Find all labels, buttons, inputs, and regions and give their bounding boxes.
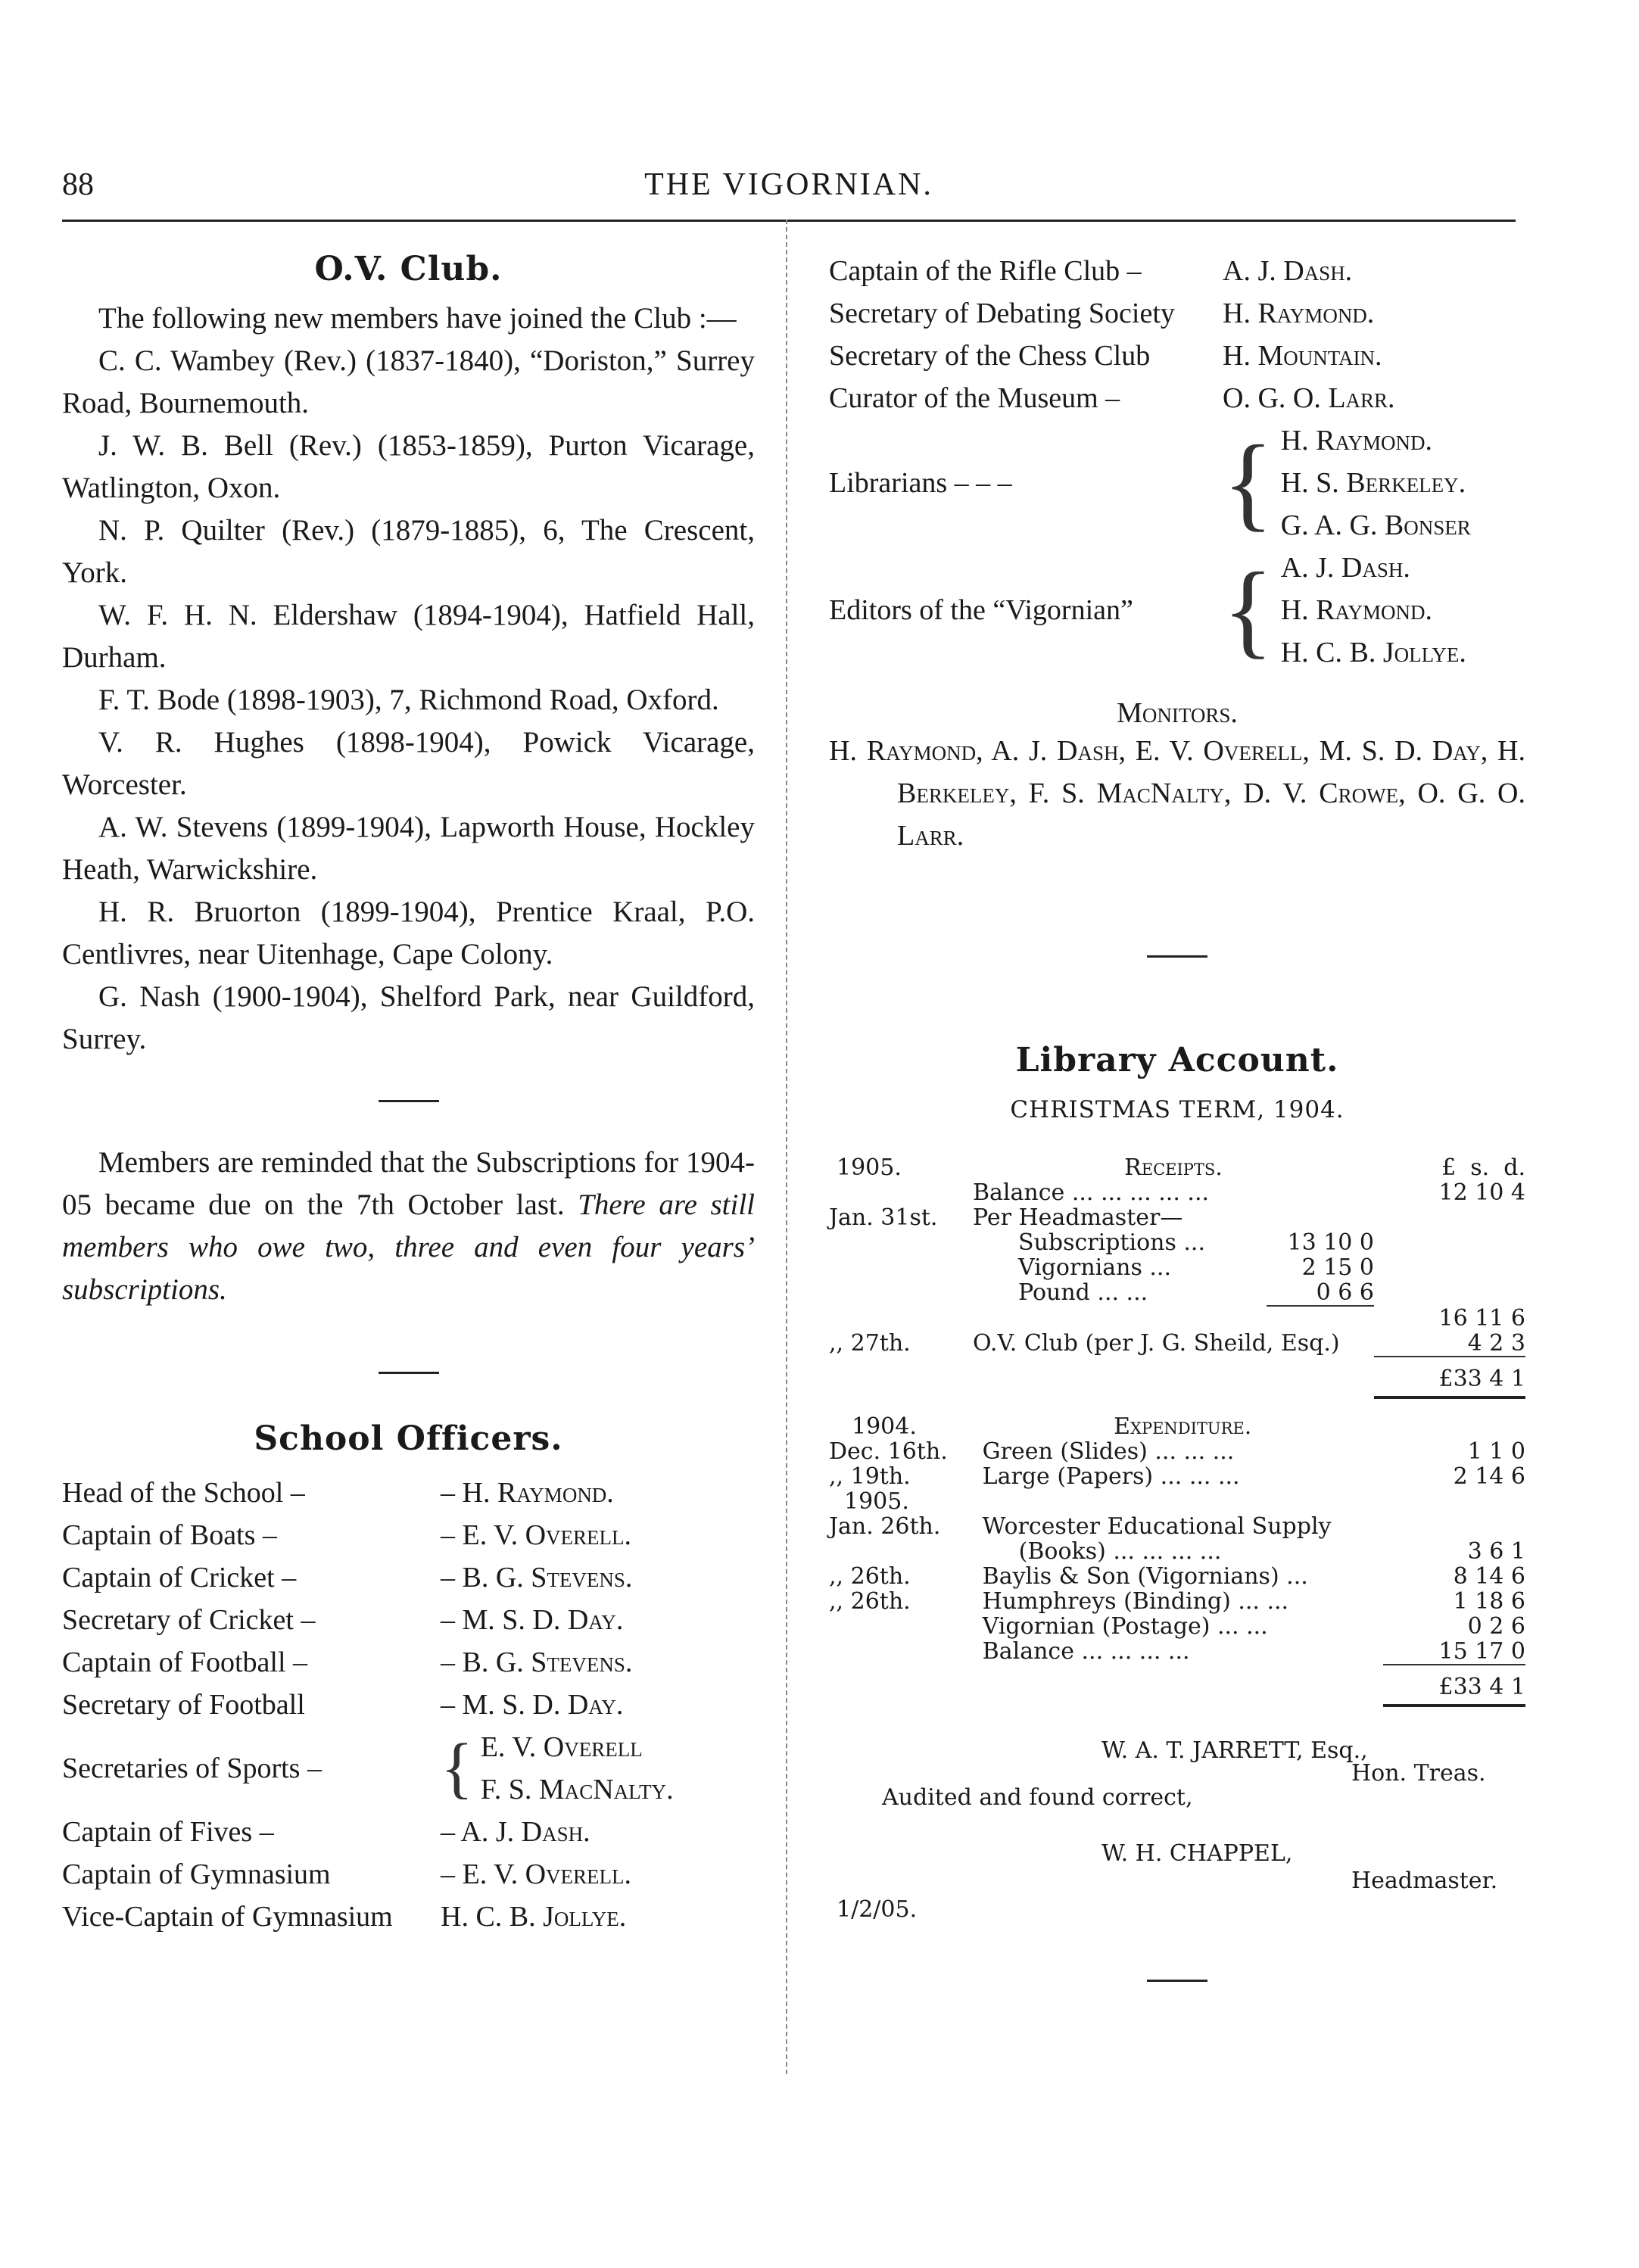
brace: { — [441, 1731, 474, 1805]
officer-role: Captain of the Rifle Club – — [829, 255, 1142, 287]
table-row — [829, 1665, 1525, 1706]
table-row — [829, 1331, 1525, 1357]
table-row — [829, 1414, 1525, 1439]
auditor-name: W. H. CHAPPEL, — [1101, 1840, 1293, 1867]
signatures — [829, 1737, 1525, 1964]
entry-date — [829, 1230, 973, 1255]
entry-amount: 12 10 4 — [1438, 1179, 1525, 1206]
list-item: G. Nash (1900-1904), Shelford Park, near Guildford, Surrey. — [62, 980, 755, 1055]
treasurer-name: W. A. T. JARRETT, Esq., — [1101, 1737, 1368, 1764]
officer-role: Curator of the Museum – — [829, 382, 1120, 414]
officer-names-braced — [1223, 547, 1471, 674]
officer-name: H. Raymond. — [1223, 298, 1375, 329]
reminder-italic: There are still members who owe two, three and even four years’ subscriptions. — [62, 1189, 756, 1306]
receipts-total: £33 4 1 — [1374, 1357, 1525, 1397]
table-row — [829, 250, 1471, 292]
entry-date — [829, 1180, 973, 1205]
brace: { — [1223, 551, 1274, 668]
entry-subamount: 0 6 6 — [1267, 1280, 1374, 1306]
expenditure-total: £33 4 1 — [1383, 1665, 1525, 1706]
table-row — [829, 1180, 1525, 1205]
officer-role: Captain of Boats – — [62, 1519, 277, 1551]
officer-name: H. C. B. Jollye. — [1280, 637, 1466, 668]
officer-role: Captain of Cricket – — [62, 1562, 297, 1594]
entry-item: Vigornians ... — [1018, 1254, 1172, 1281]
currency-header — [1374, 1155, 1525, 1180]
officer-role: Captain of Football – — [62, 1646, 308, 1678]
entry-date — [829, 1539, 983, 1564]
officer-name: H. S. Berkeley. — [1280, 467, 1466, 499]
officer-names-braced — [1223, 419, 1471, 547]
officer-role: Secretary of Cricket – — [62, 1604, 316, 1636]
table-row — [62, 1896, 674, 1938]
table-row — [62, 1514, 674, 1556]
officer-role: Editors of the “Vigornian” — [829, 594, 1133, 626]
entry-item: O.V. Club (per J. G. Sheild, Esq.) — [973, 1330, 1340, 1357]
entry-item: Subscriptions ... — [1018, 1229, 1205, 1256]
entry-date: Dec. 16th. — [829, 1438, 948, 1465]
school-officers-table — [62, 1472, 674, 1938]
entry-subamount — [1267, 1205, 1374, 1230]
header-rule — [62, 220, 1516, 222]
entry-date: ,, 19th. — [829, 1463, 911, 1490]
officer-role: Captain of Gymnasium — [62, 1858, 331, 1890]
entry-item — [983, 1489, 1383, 1514]
officer-name: – M. S. D. Day. — [441, 1604, 624, 1636]
auditor-title: Headmaster. — [1351, 1868, 1498, 1894]
library-account-heading: Library Account. — [1015, 1041, 1339, 1079]
page-number: 88 — [62, 167, 94, 202]
pence-col: d. — [1503, 1154, 1525, 1181]
receipts-table — [829, 1155, 1525, 1399]
list-item: C. C. Wambey (Rev.) (1837-1840), “Doriston,” Surrey Road, Bournemouth. — [62, 344, 755, 419]
entry-item: Humphreys (Binding) ... ... — [982, 1588, 1289, 1615]
school-officers-heading: School Officers. — [254, 1419, 563, 1458]
list-item: F. T. Bode (1898-1903), 7, Richmond Road, Oxford. — [98, 684, 719, 716]
entry-amount — [1374, 1205, 1525, 1230]
officer-name: – B. G. Stevens. — [441, 1562, 633, 1594]
table-row — [829, 1589, 1525, 1614]
audit-note: Audited and found correct, — [882, 1784, 1193, 1811]
year-label: 1904. — [852, 1413, 917, 1440]
right-column — [829, 250, 1525, 2021]
entry-date: Jan. 31st. — [829, 1204, 938, 1231]
entry-amount: 1 18 6 — [1453, 1588, 1525, 1615]
table-row — [829, 1306, 1525, 1331]
officer-name: E. V. Overell — [480, 1731, 643, 1763]
entry-item: Green (Slides) ... ... ... — [982, 1438, 1235, 1465]
entry-item: (Books) ... ... ... ... — [1018, 1538, 1222, 1565]
entry-amount: 1 1 0 — [1467, 1438, 1525, 1465]
table-row — [829, 1614, 1525, 1639]
entry-subamount — [1267, 1180, 1374, 1205]
table-row — [829, 292, 1471, 335]
list-item: V. R. Hughes (1898-1904), Powick Vicarage, Worcester. — [62, 726, 755, 801]
entry-amount: 2 14 6 — [1453, 1463, 1525, 1490]
officer-name: H. Raymond. — [1280, 594, 1433, 626]
brace: { — [1223, 424, 1274, 541]
monitors-heading: Monitors. — [1117, 697, 1238, 729]
ov-club-heading: O.V. Club. — [314, 250, 503, 288]
table-row — [829, 335, 1471, 377]
entry-item: Pound ... ... — [1018, 1279, 1148, 1306]
officer-role: Librarians – – – — [829, 467, 1012, 499]
left-column — [62, 250, 755, 1938]
officer-name: – A. J. Dash. — [441, 1816, 590, 1848]
journal-title: THE VIGORNIAN. — [644, 167, 933, 202]
entry-amount: 15 17 0 — [1383, 1639, 1525, 1665]
officer-name: H. Raymond. — [1280, 425, 1433, 456]
table-row — [829, 1280, 1525, 1306]
table-row — [829, 1205, 1525, 1230]
shilling-col: s. — [1470, 1154, 1490, 1181]
officer-name: – B. G. Stevens. — [441, 1646, 633, 1678]
ov-club-intro: The following new members have joined the Club :— — [98, 302, 737, 335]
table-row — [829, 1464, 1525, 1489]
table-row — [62, 1599, 674, 1641]
entry-subamount: 2 15 0 — [1301, 1254, 1374, 1281]
officer-name: H. Mountain. — [1223, 340, 1382, 372]
entry-date: ,, 26th. — [829, 1588, 911, 1615]
entry-amount — [1383, 1489, 1525, 1514]
table-row — [62, 1641, 674, 1684]
entry-date: ,, 26th. — [829, 1563, 911, 1590]
table-row — [829, 1155, 1525, 1180]
table-row — [62, 1726, 674, 1811]
officer-name: O. G. O. Larr. — [1223, 382, 1395, 414]
reminder-text: Members are reminded that the Subscriptions for 1904-05 became due on the 7th October last. — [62, 1146, 755, 1221]
monitors-list: H. Raymond, A. J. Dash, E. V. Overell, M. S. D. Day, H. Berkeley, F. S. MacNalty, D. V. Crowe, O. G. O. Larr. — [829, 735, 1525, 852]
officer-name: F. S. MacNalty. — [480, 1774, 674, 1805]
entry-date — [829, 1280, 973, 1306]
entry-item — [973, 1306, 1267, 1331]
table-row — [829, 419, 1471, 547]
table-row — [829, 1639, 1525, 1665]
entry-amount: 0 2 6 — [1467, 1613, 1525, 1640]
table-row — [829, 1514, 1525, 1539]
section-divider — [379, 1100, 439, 1102]
entry-amount — [1374, 1280, 1525, 1306]
subscription-reminder — [62, 1142, 755, 1311]
receipts-heading: Receipts. — [1124, 1154, 1223, 1181]
table-row — [62, 1684, 674, 1726]
entry-item: Worcester Educational Supply — [982, 1513, 1332, 1540]
officer-role: Secretary of Debating Society — [829, 298, 1175, 329]
expenditure-table — [829, 1414, 1525, 1707]
table-row — [829, 1255, 1525, 1280]
column-divider — [786, 220, 787, 2074]
entry-amount — [1374, 1230, 1525, 1255]
entry-item: Balance ... ... ... ... — [982, 1638, 1190, 1665]
table-row — [62, 1556, 674, 1599]
table-row — [829, 1357, 1525, 1397]
section-divider — [1147, 955, 1207, 958]
entry-item: Baylis & Son (Vigornians) ... — [982, 1563, 1308, 1590]
officer-name: A. J. Dash. — [1223, 255, 1353, 287]
club-officers-table — [829, 250, 1471, 674]
officer-role: Vice-Captain of Gymnasium — [62, 1901, 393, 1933]
officer-name: – H. Raymond. — [441, 1477, 614, 1509]
treasurer-title: Hon. Treas. — [1351, 1760, 1486, 1787]
member-list — [62, 340, 755, 1061]
account-term: CHRISTMAS TERM, 1904. — [1010, 1096, 1345, 1123]
list-item: H. R. Bruorton (1899-1904), Prentice Kraal, P.O. Centlivres, near Uitenhage, Cape Colony. — [62, 896, 755, 970]
officer-name: – E. V. Overell. — [441, 1519, 631, 1551]
audit-date: 1/2/05. — [837, 1896, 918, 1923]
table-row — [62, 1811, 674, 1853]
officer-name: A. J. Dash. — [1280, 552, 1410, 584]
officer-role: Secretary of Football — [62, 1689, 305, 1721]
entry-amount: 16 11 6 — [1438, 1305, 1525, 1332]
entry-item: Vigornian (Postage) ... ... — [982, 1613, 1268, 1640]
entry-date — [829, 1639, 983, 1665]
year-label: 1905. — [837, 1154, 902, 1181]
table-row — [829, 1439, 1525, 1464]
officer-name: G. A. G. Bonser — [1280, 509, 1471, 541]
entry-item: Balance ... ... ... ... ... — [973, 1179, 1210, 1206]
officer-role: Secretary of the Chess Club — [829, 340, 1151, 372]
entry-date: 1905. — [844, 1488, 909, 1515]
officer-role: Secretaries of Sports – — [62, 1752, 322, 1784]
entry-amount: 8 14 6 — [1453, 1563, 1525, 1590]
table-row — [829, 1230, 1525, 1255]
list-item: N. P. Quilter (Rev.) (1879-1885), 6, The Crescent, York. — [62, 514, 755, 589]
pound-col: £ — [1441, 1154, 1457, 1181]
entry-item: Large (Papers) ... ... ... — [982, 1463, 1240, 1490]
section-divider — [379, 1372, 439, 1374]
table-row — [829, 1564, 1525, 1589]
table-row — [829, 1539, 1525, 1564]
entry-date — [829, 1255, 973, 1280]
table-row — [62, 1853, 674, 1896]
officer-name: – M. S. D. Day. — [441, 1689, 624, 1721]
entry-amount — [1383, 1514, 1525, 1539]
expenditure-heading: Expenditure. — [1114, 1413, 1252, 1440]
entry-date — [829, 1614, 983, 1639]
entry-date: Jan. 26th. — [829, 1513, 941, 1540]
table-row — [62, 1472, 674, 1514]
officer-role: Head of the School – — [62, 1477, 305, 1509]
entry-amount: 4 2 3 — [1374, 1331, 1525, 1357]
list-item: W. F. H. N. Eldershaw (1894-1904), Hatfield Hall, Durham. — [62, 599, 755, 674]
page-header — [62, 167, 1516, 212]
officer-names-braced — [441, 1726, 674, 1811]
entry-subamount: 13 10 0 — [1287, 1229, 1374, 1256]
list-item: A. W. Stevens (1899-1904), Lapworth House, Hockley Heath, Warwickshire. — [62, 811, 755, 886]
table-row — [829, 377, 1471, 419]
officer-name: – E. V. Overell. — [441, 1858, 631, 1890]
table-row — [829, 1489, 1525, 1514]
entry-date: ,, 27th. — [829, 1330, 911, 1357]
entry-amount — [1374, 1255, 1525, 1280]
section-divider — [1147, 1980, 1207, 1982]
entry-item: Per Headmaster— — [973, 1204, 1183, 1231]
entry-amount: 3 6 1 — [1467, 1538, 1525, 1565]
table-row — [829, 547, 1471, 674]
list-item: J. W. B. Bell (Rev.) (1853-1859), Purton Vicarage, Watlington, Oxon. — [62, 429, 755, 504]
entry-subamount — [1267, 1306, 1374, 1331]
entry-date — [829, 1306, 973, 1331]
officer-name: H. C. B. Jollye. — [441, 1901, 627, 1933]
officer-role: Captain of Fives – — [62, 1816, 274, 1848]
